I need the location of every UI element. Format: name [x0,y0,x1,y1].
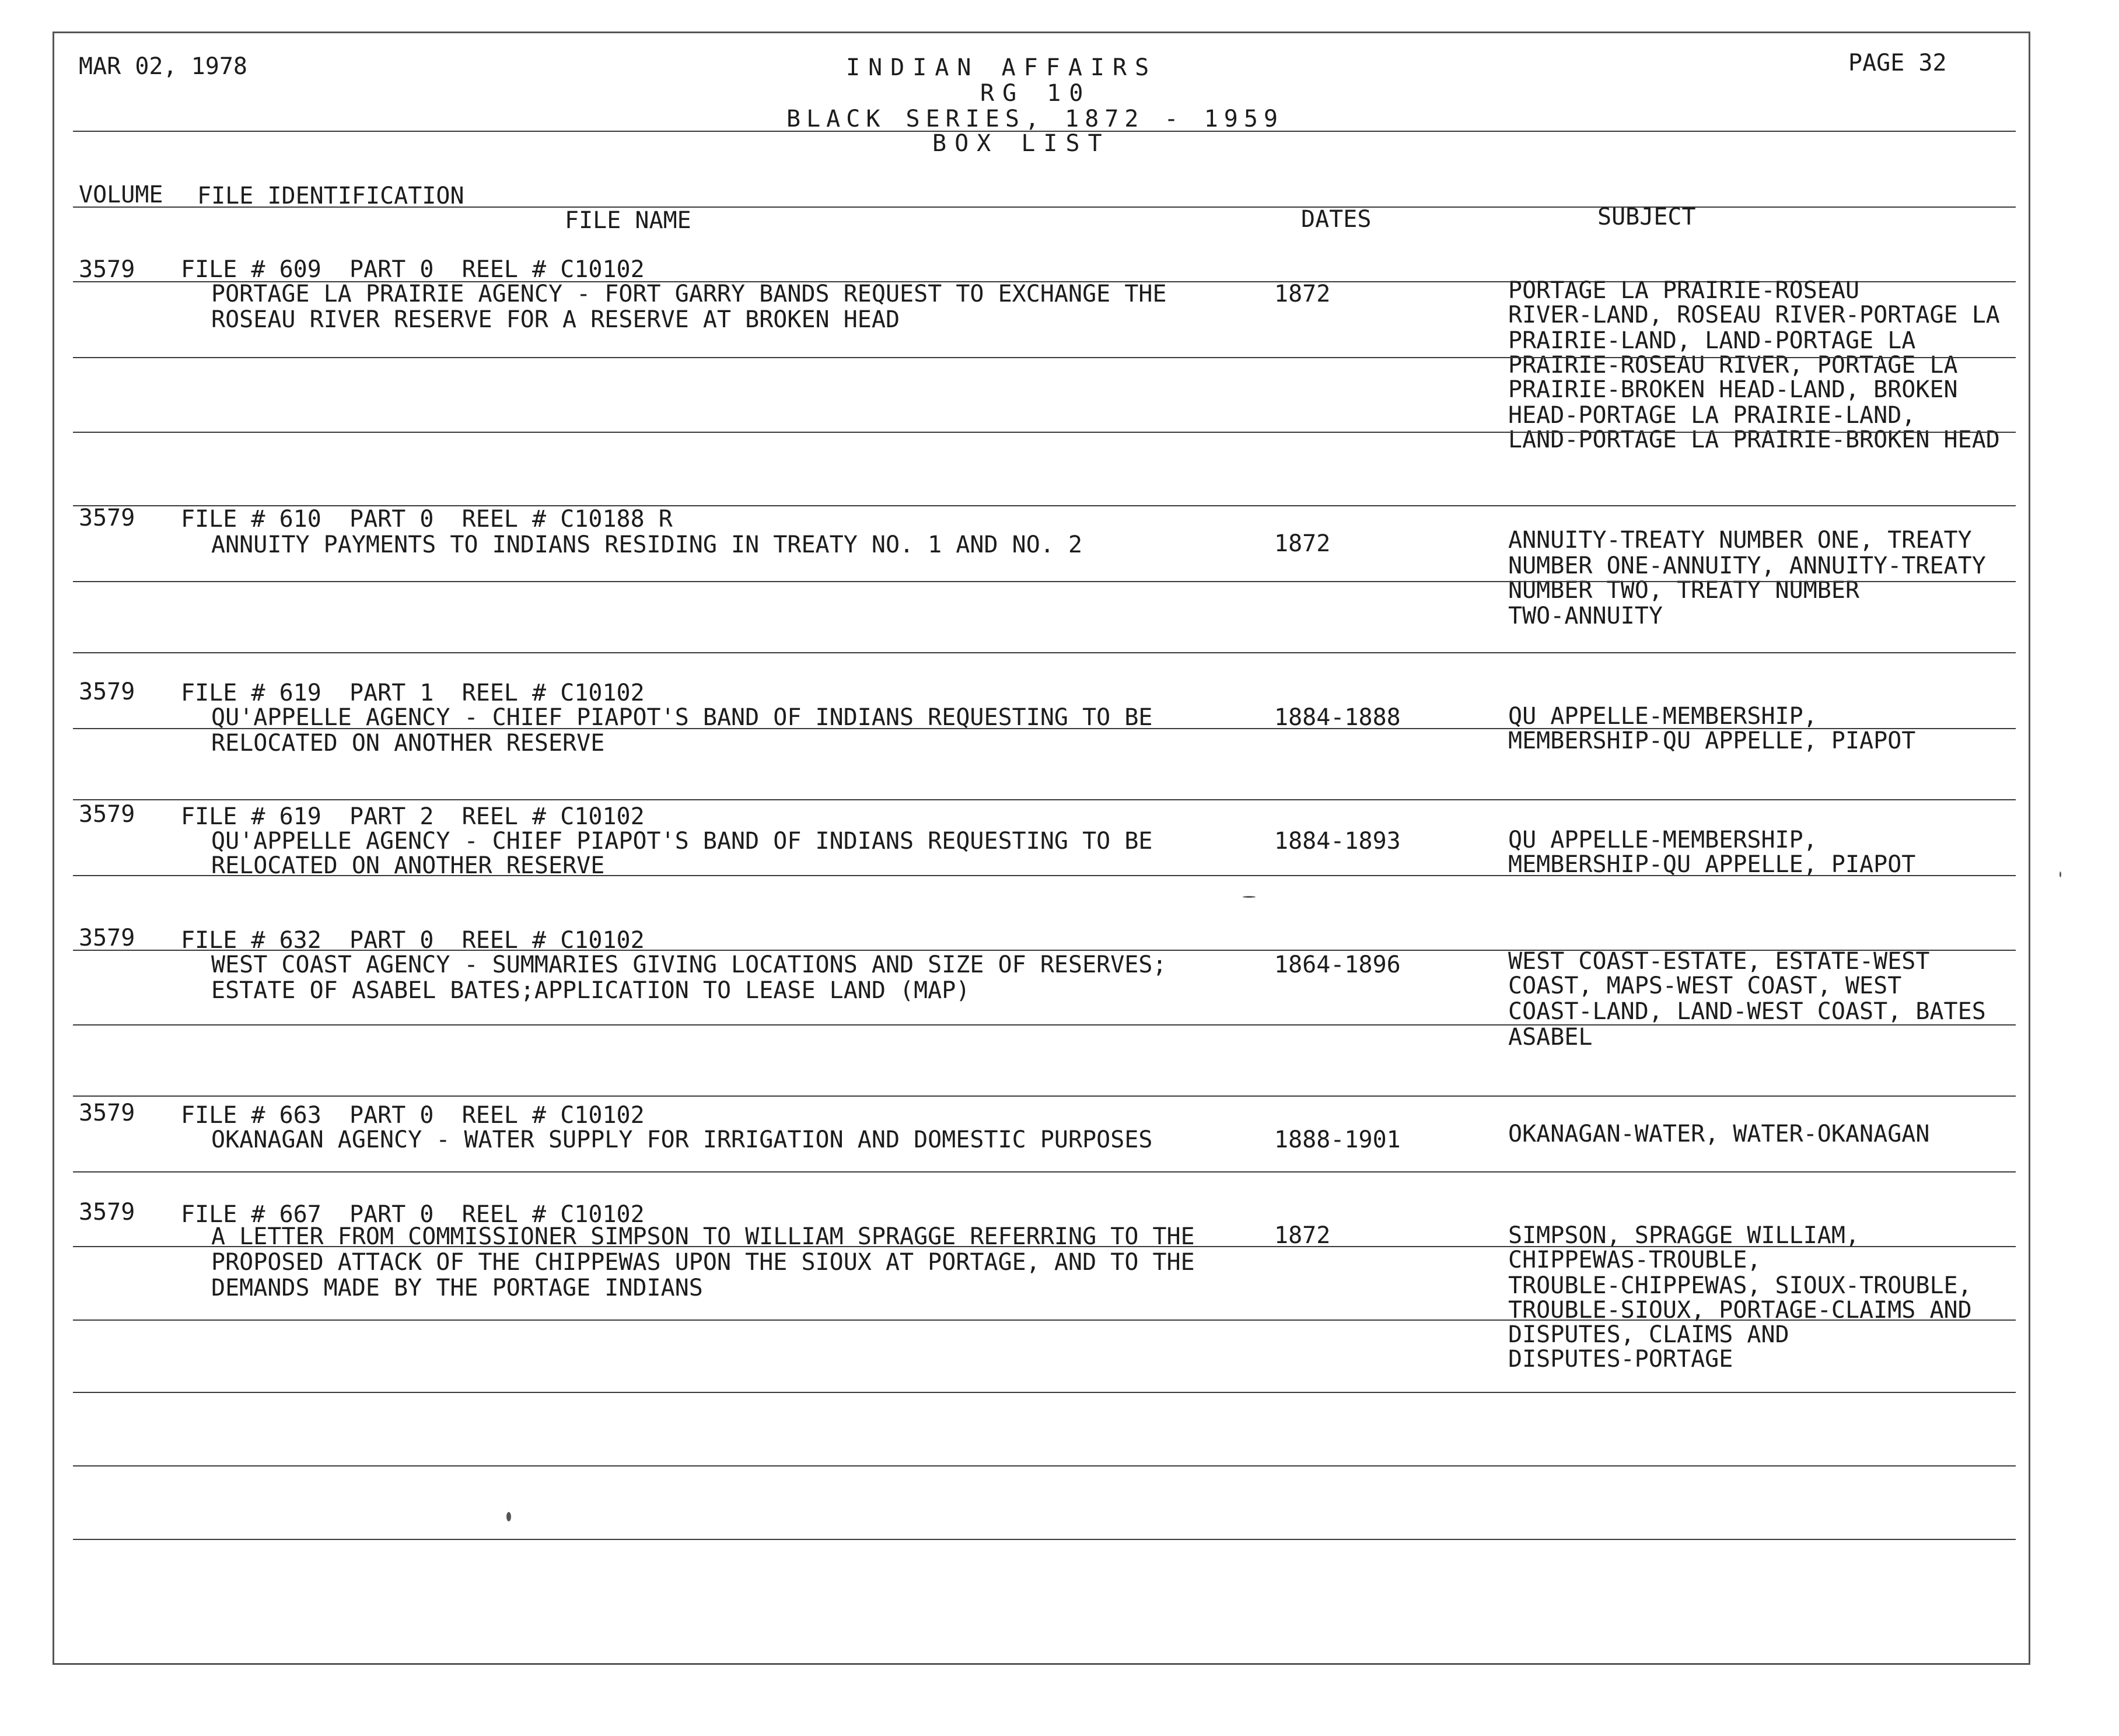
record-file-name-line: A LETTER FROM COMMISSIONER SIMPSON TO WILLIAM SPRAGGE REFERRING TO THE [211,1223,1195,1250]
record-subject-line: TWO-ANNUITY [1508,603,1663,629]
record-subject-line: LAND-PORTAGE LA PRAIRIE-BROKEN HEAD [1508,426,2000,453]
scan-speck [1243,896,1256,898]
record-subject-line: OKANAGAN-WATER, WATER-OKANAGAN [1508,1121,1930,1147]
series-title: BLACK SERIES, 1872 - 1959 [786,106,1284,132]
record-dates: 1888-1901 [1274,1126,1401,1153]
record-subject-line: ANNUITY-TREATY NUMBER ONE, TREATY [1508,527,1972,554]
column-volume: VOLUME [79,181,163,208]
record-subject-line: PRAIRIE-BROKEN HEAD-LAND, BROKEN [1508,376,1958,403]
record-file-name-line: QU'APPELLE AGENCY - CHIEF PIAPOT'S BAND OF INDIANS REQUESTING TO BE [211,828,1153,855]
record-subject-line: MEMBERSHIP-QU APPELLE, PIAPOT [1508,727,1916,754]
record-subject-line: PRAIRIE-ROSEAU RIVER, PORTAGE LA [1508,352,1958,379]
rule [73,652,2016,653]
record-file-id: FILE # 632 PART 0 REEL # C10102 [181,927,645,954]
record-subject-line: SIMPSON, SPRAGGE WILLIAM, [1508,1222,1860,1249]
rule [73,799,2016,800]
record-subject-line: NUMBER TWO, TREATY NUMBER [1508,577,1860,604]
rule [73,1392,2016,1393]
rule [73,432,2016,433]
record-file-name-line: DEMANDS MADE BY THE PORTAGE INDIANS [211,1275,703,1301]
rule [73,875,2016,876]
rule [73,357,2016,358]
record-volume: 3579 [79,505,135,531]
rule [73,1171,2016,1172]
record-subject-line: RIVER-LAND, ROSEAU RIVER-PORTAGE LA [1508,302,2000,328]
scan-speck [2059,872,2061,877]
record-subject-line: TROUBLE-CHIPPEWAS, SIOUX-TROUBLE, [1508,1272,1972,1299]
record-dates: 1872 [1274,530,1331,557]
record-subject-line: PRAIRIE-LAND, LAND-PORTAGE LA [1508,327,1916,354]
record-subject-line: TROUBLE-SIOUX, PORTAGE-CLAIMS AND [1508,1297,1972,1324]
column-dates: DATES [1301,206,1372,233]
record-subject-line: NUMBER ONE-ANNUITY, ANNUITY-TREATY [1508,552,1986,579]
record-file-name-line: WEST COAST AGENCY - SUMMARIES GIVING LOCATIONS AND SIZE OF RESERVES; [211,951,1167,978]
record-subject-line: DISPUTES-PORTAGE [1508,1346,1733,1373]
record-volume: 3579 [79,678,135,705]
record-group: RG 10 [980,80,1092,107]
record-subject-line: WEST COAST-ESTATE, ESTATE-WEST [1508,948,1930,975]
record-dates: 1872 [1274,281,1331,307]
scan-speck [506,1512,511,1521]
record-file-id: FILE # 619 PART 1 REEL # C10102 [181,680,645,706]
record-file-name-line: PROPOSED ATTACK OF THE CHIPPEWAS UPON THE SIOUX AT PORTAGE, AND TO THE [211,1249,1195,1276]
record-subject-line: ASABEL [1508,1024,1593,1051]
record-file-name-line: RELOCATED ON ANOTHER RESERVE [211,852,605,879]
report-title: INDIAN AFFAIRS [846,54,1158,81]
rule [73,1465,2016,1466]
record-subject-line: QU APPELLE-MEMBERSHIP, [1508,703,1817,730]
record-file-name-line: RELOCATED ON ANOTHER RESERVE [211,730,605,757]
column-file-identification: FILE IDENTIFICATION [197,183,464,209]
record-file-id: FILE # 667 PART 0 REEL # C10102 [181,1201,645,1228]
record-subject-line: HEAD-PORTAGE LA PRAIRIE-LAND, [1508,402,1916,429]
rule [73,131,2016,132]
record-volume: 3579 [79,1100,135,1126]
record-subject-line: CHIPPEWAS-TROUBLE, [1508,1247,1761,1273]
record-dates: 1864-1896 [1274,951,1401,978]
record-subject-line: PORTAGE LA PRAIRIE-ROSEAU [1508,277,1860,304]
record-volume: 3579 [79,925,135,951]
record-dates: 1872 [1274,1222,1331,1249]
rule [73,1539,2016,1540]
record-file-id: FILE # 609 PART 0 REEL # C10102 [181,256,645,283]
record-subject-line: COAST, MAPS-WEST COAST, WEST [1508,972,1902,999]
record-file-name-line: QU'APPELLE AGENCY - CHIEF PIAPOT'S BAND OF INDIANS REQUESTING TO BE [211,704,1153,731]
rule [73,1096,2016,1097]
box-list-title: BOX LIST [932,130,1110,157]
record-file-id: FILE # 610 PART 0 REEL # C10188 R [181,506,673,533]
record-subject-line: DISPUTES, CLAIMS AND [1508,1321,1789,1348]
record-subject-line: COAST-LAND, LAND-WEST COAST, BATES [1508,998,1986,1025]
record-subject-line: QU APPELLE-MEMBERSHIP, [1508,827,1817,853]
report-date: MAR 02, 1978 [79,53,247,80]
record-file-name-line: ANNUITY PAYMENTS TO INDIANS RESIDING IN TREATY NO. 1 AND NO. 2 [211,531,1083,558]
record-file-name-line: OKANAGAN AGENCY - WATER SUPPLY FOR IRRIGATION AND DOMESTIC PURPOSES [211,1126,1153,1153]
column-file-name: FILE NAME [565,207,691,234]
rule [73,581,2016,582]
record-volume: 3579 [79,801,135,828]
page-number: PAGE 32 [1848,50,1947,76]
record-file-name-line: ESTATE OF ASABEL BATES;APPLICATION TO LEASE LAND (MAP) [211,977,970,1004]
record-subject-line: MEMBERSHIP-QU APPELLE, PIAPOT [1508,851,1916,878]
record-file-id: FILE # 619 PART 2 REEL # C10102 [181,803,645,830]
rule [73,1320,2016,1321]
record-file-name-line: ROSEAU RIVER RESERVE FOR A RESERVE AT BROKEN HEAD [211,306,900,333]
rule [73,206,2016,208]
record-volume: 3579 [79,1199,135,1226]
record-dates: 1884-1893 [1274,828,1401,855]
record-file-name-line: PORTAGE LA PRAIRIE AGENCY - FORT GARRY BANDS REQUEST TO EXCHANGE THE [211,281,1167,307]
record-file-id: FILE # 663 PART 0 REEL # C10102 [181,1102,645,1129]
rule [73,1024,2016,1026]
column-subject: SUBJECT [1597,204,1696,230]
record-volume: 3579 [79,256,135,283]
record-dates: 1884-1888 [1274,704,1401,731]
